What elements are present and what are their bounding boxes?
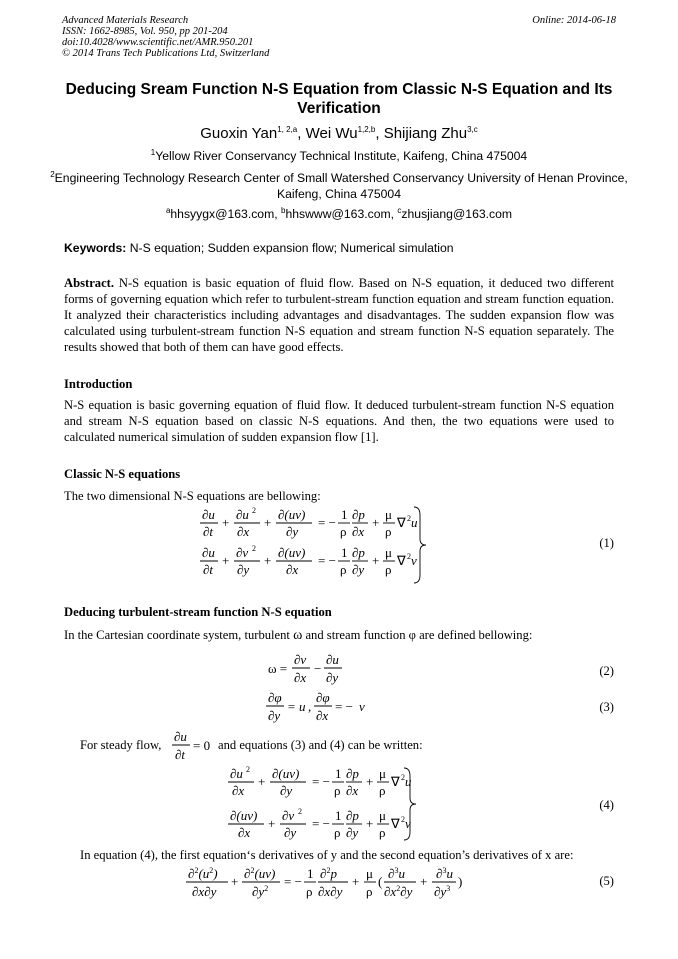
affiliation-2: $^2$Engineering Technology Research Center of Small Watershed Conservancy University of Henan Province, Kaifeng, China 475004 [50, 169, 628, 201]
equation-number: (5) [599, 874, 614, 888]
svg-text:+: + [420, 874, 428, 889]
svg-text:+: + [372, 553, 380, 568]
svg-text:∂t: ∂t [175, 747, 186, 762]
svg-text:∂(uv): ∂(uv) [278, 507, 306, 522]
eq4-row2 [228, 807, 411, 840]
svg-text:∂y: ∂y [284, 825, 297, 840]
svg-text:∂p: ∂p [346, 808, 359, 823]
svg-text:= −: = − [335, 699, 353, 714]
svg-text:∂y: ∂y [346, 825, 359, 840]
svg-text:∂u: ∂u [174, 729, 187, 744]
steady-flow-condition [172, 728, 222, 764]
svg-text:1: 1 [341, 545, 348, 560]
svg-text:2: 2 [407, 514, 411, 523]
equation-4 [228, 764, 418, 844]
svg-text:+: + [366, 774, 374, 789]
svg-text:∂u: ∂u [202, 507, 215, 522]
svg-text:μ: μ [366, 866, 373, 881]
intro-text: N-S equation is basic governing equation of fluid flow. It deduced turbulent-stream function N-S equation and stream N-S equation based on classic N-S equations. And then, the two equations were used to calculated numerical simulation of sudden expansion flow [1]. [64, 398, 614, 444]
steady-flow-line-end: and equations (3) and (4) can be written: [218, 738, 423, 752]
svg-text:∂x: ∂x [237, 524, 250, 539]
svg-text:∂u: ∂u [326, 652, 339, 667]
svg-text:+: + [222, 553, 230, 568]
svg-text:= −: = − [318, 553, 336, 568]
svg-text:): ) [458, 874, 463, 889]
author-sup: 3,c [467, 125, 478, 134]
svg-text:∂x: ∂x [346, 783, 359, 798]
author-sup: 1, 2,a [277, 125, 298, 134]
svg-text:+: + [352, 874, 360, 889]
svg-text:∂y3: $\partial y^3$ [434, 884, 451, 899]
svg-text:∂(uv): ∂(uv) [278, 545, 306, 560]
svg-text:∂φ: ∂φ [268, 690, 282, 705]
svg-text:∂x: ∂x [294, 670, 307, 685]
svg-text:∂y: ∂y [280, 783, 293, 798]
svg-text:2: 2 [252, 544, 256, 553]
svg-text:∂u: ∂u [236, 507, 249, 522]
svg-text:∂x: ∂x [316, 708, 329, 723]
online-date: Online: 2014-06-18 [532, 15, 616, 26]
equation-5 [186, 864, 476, 904]
svg-text:∂3u: ∂$^3$u [388, 866, 405, 881]
svg-text:∂x∂y: ∂x∂y [318, 884, 343, 899]
issn: ISSN: 1662-8985, Vol. 950, pp 201-204 [62, 26, 228, 37]
svg-text:μ: μ [385, 545, 392, 560]
email[interactable]: hhsyygx@163.com [170, 207, 275, 221]
svg-text:2: 2 [407, 552, 411, 561]
author-sup: 1,2,b [357, 125, 376, 134]
affiliation-1: $^1$Yellow River Conservancy Technical Institute, Kaifeng, China 475004 [150, 147, 528, 163]
svg-text:1: 1 [335, 766, 342, 781]
svg-text:ρ: ρ [379, 825, 386, 840]
svg-text:∂φ: ∂φ [316, 690, 330, 705]
abstract-label: Abstract. [64, 276, 115, 290]
svg-text:−: − [314, 661, 322, 676]
svg-text:+: + [222, 515, 230, 530]
svg-text:ρ: ρ [379, 783, 386, 798]
equation-number: (3) [599, 700, 614, 714]
svg-text:+: + [264, 515, 272, 530]
svg-text:∂y: ∂y [286, 524, 299, 539]
svg-text:∂x: ∂x [286, 562, 299, 577]
svg-text:ρ: ρ [306, 884, 313, 899]
svg-text:∂x: ∂x [232, 783, 245, 798]
svg-text:∂2p: ∂$^2$p [320, 866, 337, 881]
svg-text:∂y: ∂y [352, 562, 365, 577]
equation-number: (1) [599, 536, 614, 550]
classic-line: The two dimensional N-S equations are bellowing: [64, 489, 321, 503]
svg-text:+: + [372, 515, 380, 530]
equation-3 [266, 688, 376, 728]
svg-text:1: 1 [307, 866, 314, 881]
deducing-heading: Deducing turbulent-stream function N-S equation [64, 605, 332, 619]
svg-text:,: , [308, 699, 312, 714]
svg-text:μ: μ [379, 808, 386, 823]
abstract [64, 275, 614, 355]
svg-text:(: ( [378, 874, 383, 889]
svg-text:∂2(u2): $\partial^2(u^2)$ [188, 866, 218, 881]
svg-text:∂t: ∂t [203, 562, 214, 577]
deducing-line: In the Cartesian coordinate system, turbulent ω and stream function φ are defined bellowing: [64, 628, 533, 643]
svg-text:ρ: ρ [385, 562, 392, 577]
svg-text:v: v [359, 699, 365, 714]
svg-text:∂p: ∂p [352, 507, 365, 522]
svg-text:v: v [411, 553, 417, 568]
svg-text:∂y: ∂y [326, 670, 339, 685]
author-name: Shijiang Zhu [383, 125, 468, 142]
svg-text:ρ: ρ [366, 884, 373, 899]
svg-text:= 0: = 0 [193, 738, 211, 753]
svg-text:∇: ∇ [397, 515, 406, 530]
svg-text:ρ: ρ [340, 562, 347, 577]
eq4-derivative-line: In equation (4), the first equation‘s derivatives of y and the second equation’s derivatives of x are: [80, 848, 574, 862]
keywords [64, 241, 454, 256]
svg-text:∂3u: ∂$^3$u [436, 866, 453, 881]
svg-text:∂y: ∂y [268, 708, 281, 723]
keywords-label: Keywords: [64, 241, 127, 255]
svg-text:∂v: ∂v [282, 808, 295, 823]
keywords-text: N-S equation; Sudden expansion flow; Numerical simulation [129, 241, 454, 255]
svg-text:∂v: ∂v [294, 652, 307, 667]
eq1-row1 [200, 506, 418, 539]
intro-heading: Introduction [64, 377, 133, 391]
svg-text:∂u: ∂u [202, 545, 215, 560]
svg-text:+: + [231, 874, 239, 889]
svg-text:∂v: ∂v [236, 545, 249, 560]
svg-text:+: + [264, 553, 272, 568]
eq1-row2 [200, 544, 417, 577]
svg-text:∂y: ∂y [237, 562, 250, 577]
svg-text:v: v [405, 816, 411, 831]
svg-text:= −: = − [318, 515, 336, 530]
svg-text:2: 2 [298, 807, 302, 816]
equation-4-brace [402, 766, 422, 842]
svg-text:2: 2 [401, 773, 405, 782]
svg-text:∂(uv): ∂(uv) [272, 766, 300, 781]
svg-text:1: 1 [341, 507, 348, 522]
phi-symbol: φ [408, 628, 416, 642]
svg-text:ρ: ρ [334, 783, 341, 798]
svg-text:+: + [366, 816, 374, 831]
svg-text:∂p: ∂p [346, 766, 359, 781]
author-name: Wei Wu [305, 125, 358, 142]
svg-text:ρ: ρ [385, 524, 392, 539]
svg-text:∂u: ∂u [230, 766, 243, 781]
svg-text:= −: = − [284, 874, 302, 889]
svg-text:∂(uv): ∂(uv) [230, 808, 258, 823]
svg-text:= −: = − [312, 816, 330, 831]
svg-text:∇: ∇ [397, 553, 406, 568]
svg-text:μ: μ [379, 766, 386, 781]
svg-text:u: u [411, 515, 418, 530]
author-name: Guoxin Yan [200, 125, 278, 142]
abstract-text: N-S equation is basic equation of fluid flow. Based on N-S equation, it deduced two different forms of governing equation which refer to turbulent-stream function equation and stream function equation. It analyzed their characteristics including advantages and disadvantages. The sudden expansion flow was calculated using turbulent-stream function N-S equation and stream function N-S equation separately. The results showed that both of them can have good effects. [64, 276, 614, 354]
equation-number: (4) [599, 798, 614, 812]
svg-text:+: + [258, 774, 266, 789]
svg-text:2: 2 [246, 765, 250, 774]
copyright: © 2014 Trans Tech Publications Ltd, Switzerland [62, 48, 270, 59]
svg-text:∂2(uv): ∂$^2$(uv) [244, 866, 276, 881]
eq4-row1 [228, 765, 412, 798]
svg-text:∇: ∇ [391, 774, 400, 789]
svg-text:2: 2 [252, 506, 256, 515]
svg-text:∂t: ∂t [203, 524, 214, 539]
doi[interactable]: doi:10.4028/www.scientific.net/AMR.950.201 [62, 37, 254, 48]
equation-1 [200, 505, 420, 585]
svg-text:∇: ∇ [391, 816, 400, 831]
svg-text:∂p: ∂p [352, 545, 365, 560]
journal-header [62, 15, 269, 59]
svg-text:ω =: ω = [268, 661, 288, 676]
svg-text:∂y2: $\partial y^2$ [252, 884, 269, 899]
svg-text:2: 2 [401, 815, 405, 824]
author-list: Guoxin Yan$^{1, 2,a}$, Wei Wu$^{1,2,b}$, Shijiang Zhu$^{3,c}$ [200, 125, 478, 142]
svg-text:∂x: ∂x [352, 524, 365, 539]
email[interactable]: zhusjiang@163.com [401, 207, 513, 221]
journal-name: Advanced Materials Research [62, 15, 189, 26]
svg-text:1: 1 [335, 808, 342, 823]
svg-text:ρ: ρ [340, 524, 347, 539]
email[interactable]: hhswww@163.com [285, 207, 391, 221]
equation-2 [268, 650, 368, 690]
equation-number: (2) [599, 664, 614, 678]
classic-heading: Classic N-S equations [64, 467, 181, 481]
svg-text:∂x: ∂x [238, 825, 251, 840]
svg-text:∂x∂y: ∂x∂y [192, 884, 217, 899]
svg-text:u: u [405, 774, 412, 789]
paper-title: Deducing Sream Function N-S Equation from Classic N-S Equation and Its Verification [65, 81, 613, 117]
omega-symbol: ω [293, 628, 303, 643]
steady-flow-line: For steady flow, [80, 738, 162, 752]
svg-text:ρ: ρ [334, 825, 341, 840]
svg-text:= u: = u [287, 699, 306, 714]
svg-text:μ: μ [385, 507, 392, 522]
svg-text:= −: = − [312, 774, 330, 789]
svg-text:+: + [268, 816, 276, 831]
email-list: $^a$hhsyygx@163.com, $^b$hhswww@163.com, $^c$zhusjiang@163.com [165, 205, 513, 221]
svg-text:∂x2∂y: $\partial x^2\partial y$ [384, 884, 413, 899]
